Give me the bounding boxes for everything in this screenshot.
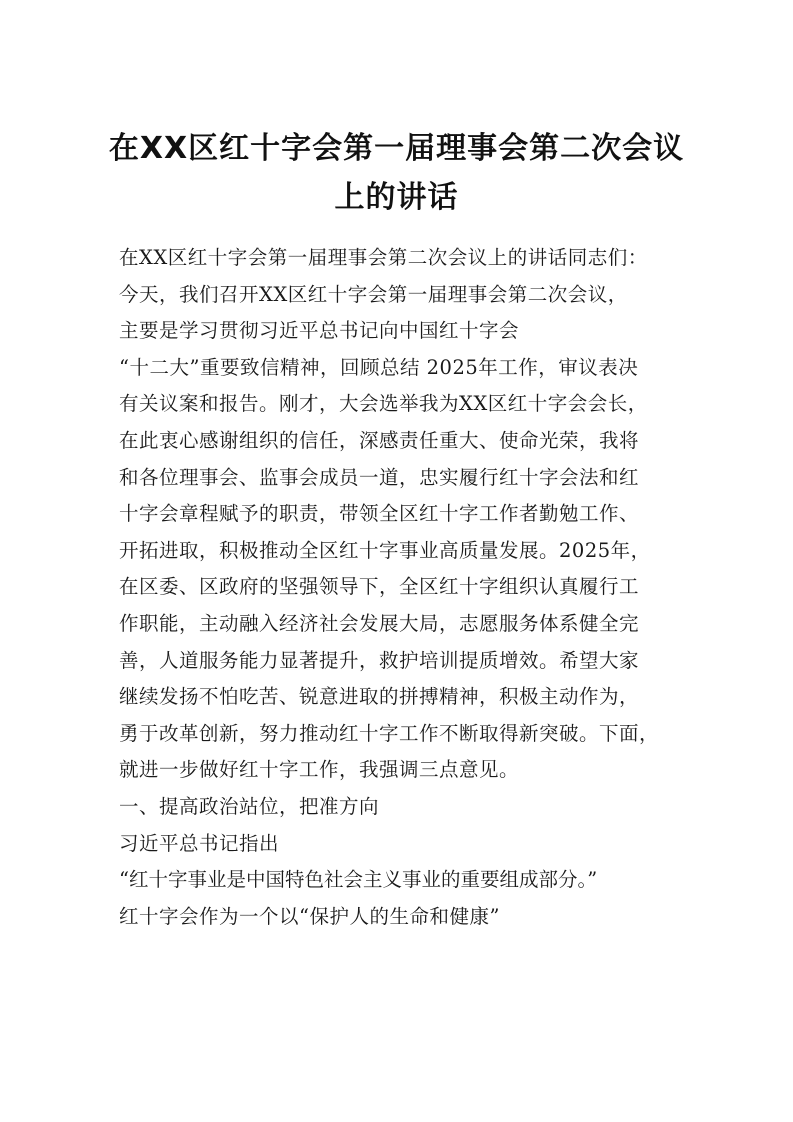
body-line: “红十字事业是中国特色社会主义事业的重要组成部分。”: [119, 868, 598, 892]
body-line: 十字会章程赋予的职责，带领全区红十字工作者勤勉工作、: [119, 502, 640, 526]
document-title-line-1: 在XX区红十字会第一届理事会第二次会议: [108, 131, 685, 166]
body-line: 红十字会作为一个以“保护人的生命和健康”: [119, 904, 500, 928]
body-line: 就进一步做好红十字工作，我强调三点意见。: [119, 758, 520, 782]
body-line: 在区委、区政府的坚强领导下，全区红十字组织认真履行工: [119, 575, 640, 599]
document-title-line-2: 上的讲话: [334, 180, 459, 215]
body-line: 今天，我们召开XX区红十字会第一届理事会第二次会议，: [119, 282, 628, 306]
section-heading: 一、提高政治站位，把准方向: [119, 794, 380, 818]
body-line: 开拓进取，积极推动全区红十字事业高质量发展。2025年，: [119, 538, 651, 562]
body-line: 在XX区红十字会第一届理事会第二次会议上的讲话同志们：: [119, 246, 648, 269]
body-line: 在此衷心感谢组织的信任，深感责任重大、使命光荣，我将: [119, 428, 640, 452]
body-line: “十二大”重要致信精神，回顾总结 2025年工作，审议表决: [119, 355, 639, 379]
body-line: 作职能，主动融入经济社会发展大局，志愿服务体系健全完: [119, 611, 640, 635]
body-line: 善，人道服务能力显著提升，救护培训提质增效。希望大家: [119, 648, 640, 672]
document-body: [119, 240, 699, 935]
body-line: 和各位理事会、监事会成员一道，忠实履行红十字会法和红: [119, 465, 640, 489]
body-line: 勇于改革创新，努力推动红十字工作不断取得新突破。下面，: [119, 721, 660, 745]
body-line: 继续发扬不怕吃苦、锐意进取的拼搏精神，积极主动作为，: [119, 685, 640, 709]
body-line: 有关议案和报告。刚才，大会选举我为XX区红十字会会长，: [119, 392, 648, 416]
body-line: 主要是学习贯彻习近平总书记向中国红十字会: [119, 319, 520, 343]
body-line: 习近平总书记指出: [119, 831, 280, 855]
